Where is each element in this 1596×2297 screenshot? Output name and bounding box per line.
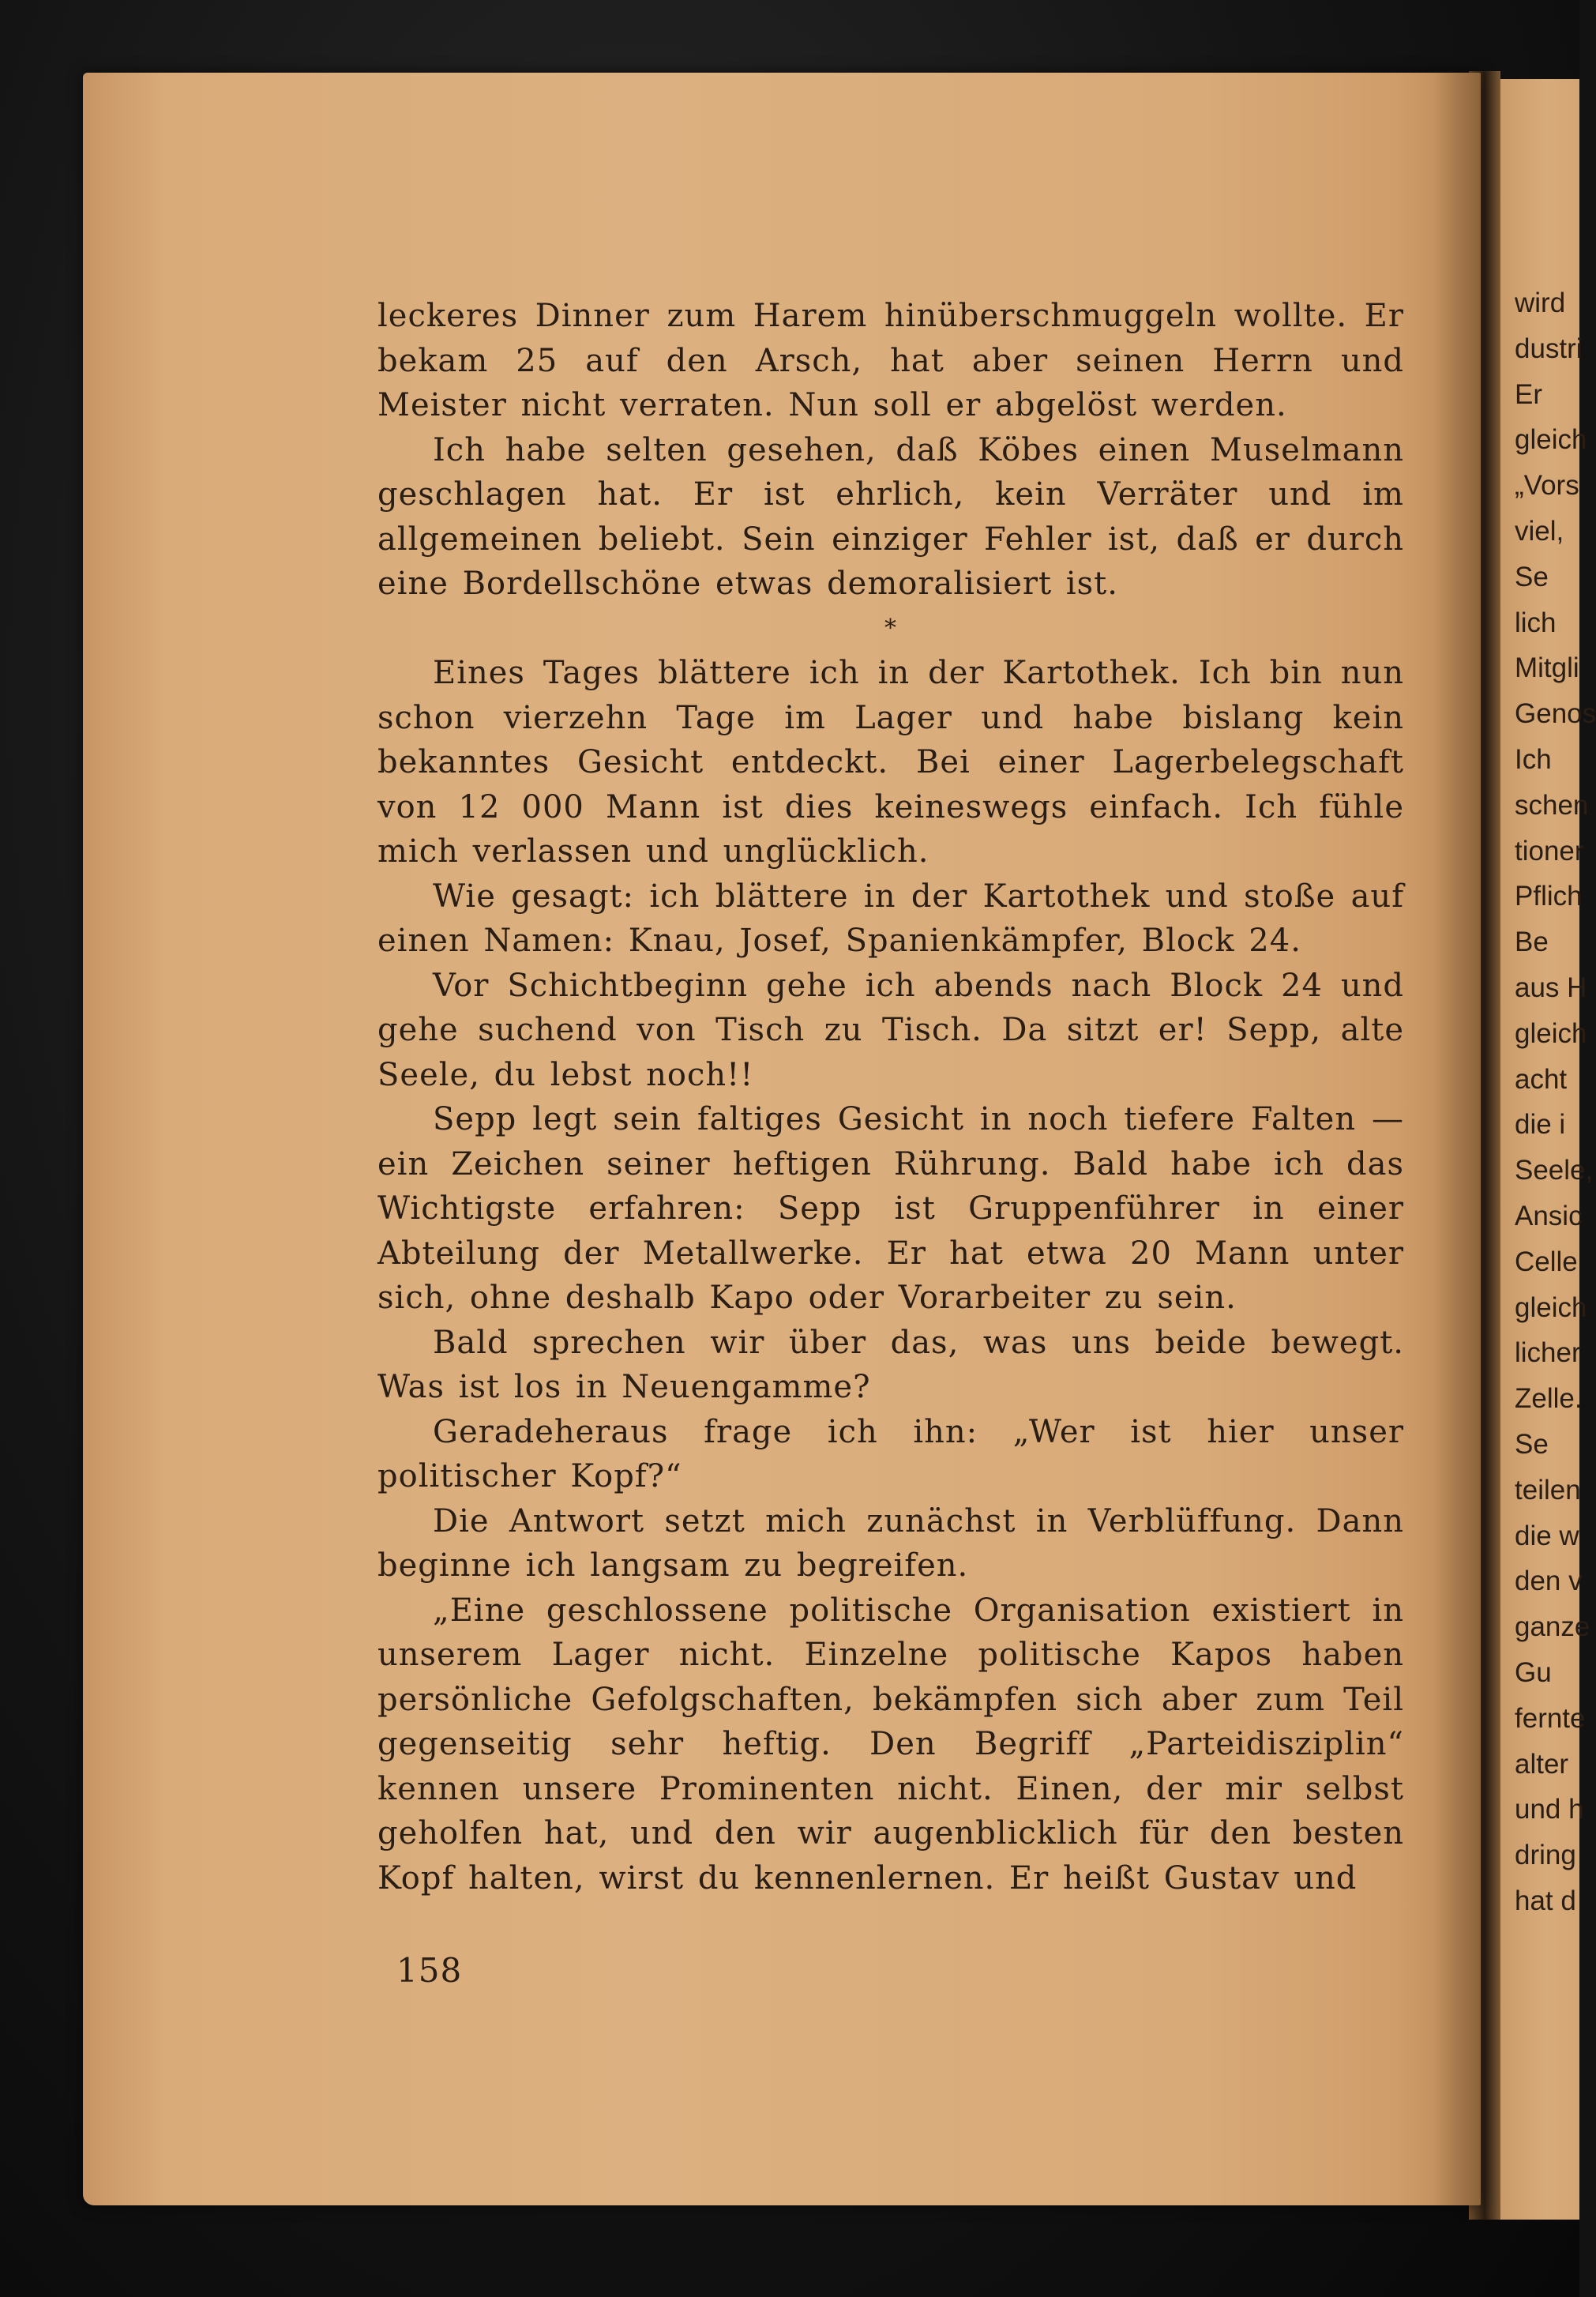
facing-page-line: Ich <box>1515 743 1552 775</box>
facing-page-text <box>1515 280 1596 1924</box>
facing-page-line: Be <box>1515 927 1549 958</box>
facing-page-line: dring <box>1515 1840 1576 1871</box>
facing-page-line: dustri <box>1515 333 1583 364</box>
facing-page-line: die w <box>1515 1520 1579 1551</box>
facing-page-line: wird <box>1515 288 1566 318</box>
facing-page-line: Seele, <box>1515 1155 1594 1186</box>
facing-page-line: gleich <box>1515 424 1587 456</box>
facing-page-line: Gu <box>1515 1656 1552 1688</box>
facing-page-line: „Vors <box>1515 470 1579 502</box>
page-number: 158 <box>396 1951 463 1990</box>
paragraph: leckeres Dinner zum Harem hinüberschmuggeln wollte. Er bekam 25 auf den Arsch, hat aber seinen Herrn und Meister nicht verraten. Nun soll er abgelöst werden. <box>377 298 1404 423</box>
facing-page-line: Ansic <box>1515 1200 1583 1231</box>
facing-page-line: Mitgli <box>1515 652 1579 684</box>
facing-page-line: aus H <box>1515 972 1587 1003</box>
facing-page-line: Er <box>1515 378 1542 410</box>
facing-page-line: und h <box>1515 1794 1584 1825</box>
paragraph: Die Antwort setzt mich zunächst in Verblüffung. Dann beginne ich langsam zu begreifen. <box>377 1502 1404 1584</box>
paragraph: Vor Schichtbeginn gehe ich abends nach Block 24 und gehe suchend von Tisch zu Tisch. Da sitzt er! Sepp, alte Seele, du lebst noch!! <box>377 967 1404 1093</box>
facing-page-line: Celle <box>1515 1246 1578 1277</box>
facing-page-line: tioner <box>1515 835 1584 867</box>
facing-page-line: gleich <box>1515 1291 1587 1323</box>
facing-page-line: lich <box>1515 607 1557 638</box>
page-text <box>377 294 1404 1900</box>
facing-page-line: hat d <box>1515 1885 1576 1916</box>
section-divider: * <box>884 614 897 642</box>
facing-page-line: gleich <box>1515 1017 1587 1049</box>
facing-page-line: den v <box>1515 1566 1583 1597</box>
facing-page-line: schen <box>1515 789 1589 821</box>
facing-page-line: fernte <box>1515 1702 1586 1734</box>
paragraph: Sepp legt sein faltiges Gesicht in noch tiefere Falten — ein Zeichen seiner heftigen Rührung. Bald habe ich das Wichtigste erfahren: Sepp ist Gruppenführer in einer Abteilung der Metallwerke. Er hat etwa 20 Mann unter sich, ohne deshalb Kapo oder Vorarbeiter zu sein. <box>377 1101 1404 1316</box>
facing-page-line: Se <box>1515 561 1549 592</box>
facing-page-line: Genos <box>1515 698 1596 730</box>
paragraph: Geradeheraus frage ich ihn: „Wer ist hier unser politischer Kopf?“ <box>377 1413 1404 1494</box>
facing-page-line: die i <box>1515 1109 1566 1141</box>
paragraph: Eines Tages blättere ich in der Kartothek. Ich bin nun schon vierzehn Tage im Lager und habe bislang kein bekanntes Gesicht entdeckt. Bei einer Lagerbelegschaft von 12 000 Mann ist dies keineswegs einfach. Ich fühle mich verlassen und unglücklich. <box>377 655 1404 870</box>
paragraph: „Eine geschlossene politische Organisation existiert in unserem Lager nicht. Einzelne politische Kapos haben persönliche Gefolgschaften, bekämpfen sich aber zum Teil gegenseitig sehr heftig. Den Begriff „Parteidisziplin“ kennen unsere Prominenten nicht. Einen, der mir selbst geholfen hat, und den wir augenblicklich für den besten Kopf halten, wirst du kennenlernen. Er heißt Gustav und <box>377 1592 1404 1897</box>
paragraph: Ich habe selten gesehen, daß Köbes einen Muselmann geschlagen hat. Er ist ehrlich, kein Verräter und im allgemeinen beliebt. Sein einziger Fehler ist, daß er durch eine Bordellschöne etwas demoralisiert ist. <box>377 431 1404 602</box>
facing-page-line: Zelle. <box>1515 1383 1583 1415</box>
facing-page-line: teilen <box>1515 1474 1581 1506</box>
facing-page-line: acht <box>1515 1063 1568 1095</box>
facing-page-line: ganze <box>1515 1611 1590 1643</box>
paragraph: Wie gesagt: ich blättere in der Kartothek und stoße auf einen Namen: Knau, Josef, Spanienkämpfer, Block 24. <box>377 878 1404 959</box>
facing-page-line: alter <box>1515 1748 1569 1780</box>
facing-page-line: Pflich <box>1515 881 1583 912</box>
facing-page-line: Se <box>1515 1428 1549 1460</box>
facing-page-line: licher <box>1515 1337 1581 1369</box>
paragraph: Bald sprechen wir über das, was uns beide bewegt. Was ist los in Neuengamme? <box>377 1324 1404 1405</box>
facing-page-line: viel, <box>1515 515 1564 547</box>
